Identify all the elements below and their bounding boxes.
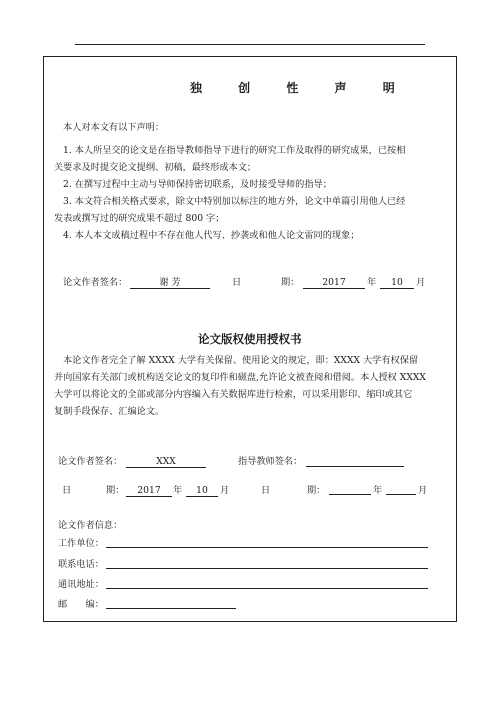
advisor-date-label-2: 期：	[307, 485, 326, 496]
declaration-item-4: 4. 本人本文成稿过程中不存在他人代写、抄袭或和他人论文雷同的现象；	[63, 230, 360, 241]
declaration-author-label: 论文作者签名：	[63, 277, 128, 288]
authorization-year-unit: 年	[173, 485, 183, 496]
authorization-author-signature[interactable]: XXX	[126, 456, 206, 468]
declaration-date-label-1: 日	[232, 277, 242, 288]
authorization-line-4: 复制手段保存、汇编论文。	[54, 406, 165, 417]
declaration-item-3a: 3. 本文符合相关格式要求，除文中特别加以标注的地方外，论文中单篇引用他人已经	[63, 196, 406, 207]
phone-field[interactable]	[106, 568, 428, 569]
declaration-item-1b: 关要求及时提交论文提纲、初稿，最终形成本文；	[54, 162, 257, 173]
declaration-author-signature[interactable]: 谢 芳	[130, 277, 210, 289]
declaration-intro: 本人对本文有以下声明：	[63, 122, 165, 133]
authorization-line-3: 大学可以将论文的全部或部分内容编入有关数据库进行检索，可以采用影印、缩印或其它	[54, 389, 413, 400]
header-rule	[75, 44, 425, 45]
advisor-month-unit: 月	[418, 485, 428, 496]
declaration-title: 独 创 性 声 明	[190, 81, 411, 95]
authorization-month-unit: 月	[220, 485, 230, 496]
advisor-signature-field[interactable]	[306, 466, 404, 467]
phone-label: 联系电话：	[58, 559, 104, 570]
declaration-month-unit: 月	[416, 277, 426, 288]
authorization-year-field[interactable]: 2017	[126, 485, 172, 497]
address-field[interactable]	[106, 588, 428, 589]
author-info-heading: 论文作者信息：	[58, 520, 123, 531]
declaration-item-2: 2. 在撰写过程中主动与导师保持密切联系，及时接受导师的指导；	[63, 179, 332, 190]
authorization-title: 论文版权使用授权书	[198, 332, 302, 346]
advisor-date-label-1: 日	[261, 485, 271, 496]
declaration-year-unit: 年	[367, 277, 377, 288]
authorization-month-field[interactable]: 10	[186, 485, 218, 497]
declaration-item-3b: 发表或撰写过的研究成果不超过 800 字；	[54, 213, 225, 224]
work-unit-field[interactable]	[106, 547, 428, 548]
authorization-date-label-2: 期：	[106, 485, 125, 496]
address-label: 通讯地址：	[58, 579, 104, 590]
postcode-label: 邮 编：	[58, 599, 104, 610]
authorization-author-label: 论文作者签名：	[58, 456, 123, 467]
declaration-item-1a: 1. 本人所呈交的论文是在指导教师指导下进行的研究工作及取得的研究成果，已按相	[63, 145, 406, 156]
declaration-month-field[interactable]: 10	[380, 277, 414, 289]
authorization-date-label-1: 日	[62, 485, 72, 496]
advisor-year-field[interactable]	[329, 494, 371, 495]
work-unit-label: 工作单位：	[58, 538, 104, 549]
authorization-line-1: 本论文作者完全了解 XXXX 大学有关保留、使用论文的规定，即：XXXX 大学有权保留	[63, 355, 419, 366]
authorization-line-2: 并向国家有关部门或机构送交论文的复印件和磁盘,允许论文被查阅和借阅。本人授权 XXXX	[54, 372, 426, 383]
declaration-year-field[interactable]: 2017	[303, 277, 365, 289]
declaration-date-label-2: 期：	[281, 277, 300, 288]
advisor-month-field[interactable]	[386, 494, 416, 495]
postcode-field[interactable]	[106, 608, 236, 609]
advisor-signature-label: 指导教师签名：	[238, 456, 303, 467]
advisor-year-unit: 年	[373, 485, 383, 496]
